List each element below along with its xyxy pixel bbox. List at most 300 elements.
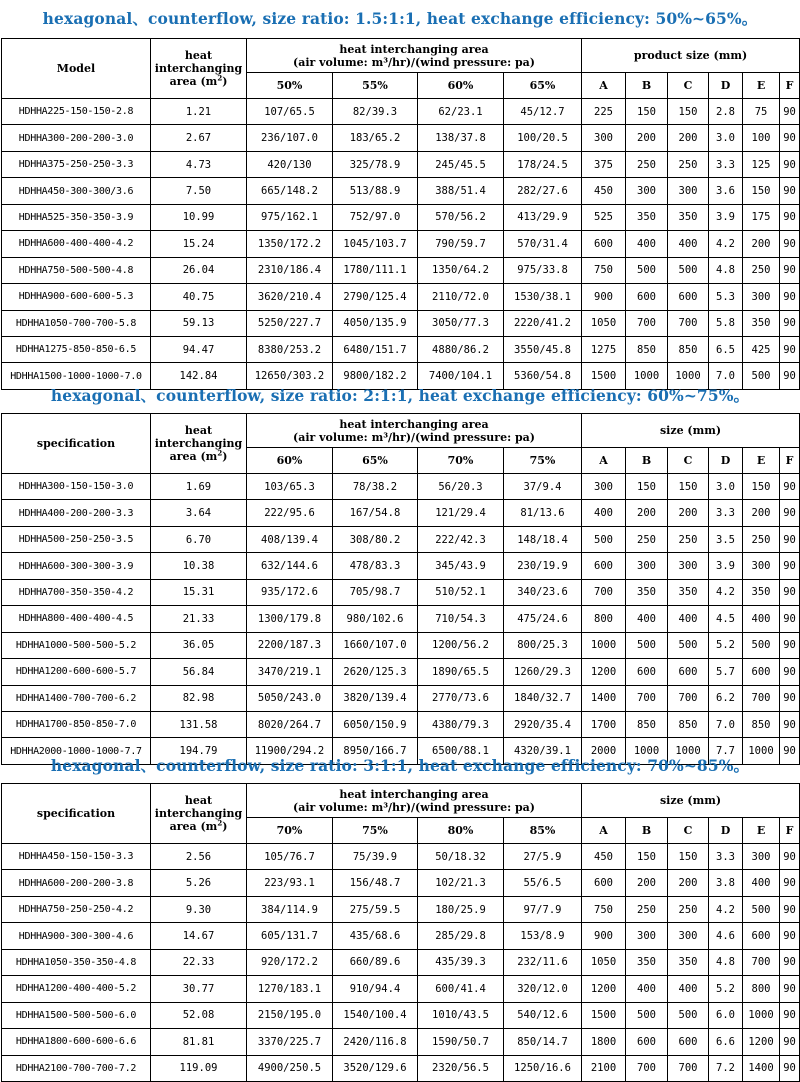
area-cell: 1.69 (151, 474, 247, 500)
dimension-cell: 1200 (582, 976, 626, 1002)
dimension-cell: 4.2 (709, 896, 743, 922)
model-cell: HDHHA1800-600-600-6.6 (2, 1029, 151, 1055)
dimension-cell: 175 (743, 204, 780, 230)
dimension-cell: 250 (626, 896, 668, 922)
dimension-cell: 800 (582, 606, 626, 632)
airflow-pressure-cell: 245/45.5 (418, 151, 504, 177)
area-cell: 2.67 (151, 125, 247, 151)
dimension-cell: 7.7 (709, 738, 743, 764)
dimension-cell: 3.3 (709, 844, 743, 870)
airflow-pressure-cell: 6500/88.1 (418, 738, 504, 764)
airflow-pressure-cell: 705/98.7 (333, 579, 418, 605)
airflow-pressure-cell: 100/20.5 (504, 125, 582, 151)
dimension-cell: 90 (780, 500, 800, 526)
first-column-header: specification (2, 414, 151, 474)
airflow-pressure-cell: 5360/54.8 (504, 363, 582, 389)
dimension-cell: 700 (626, 685, 668, 711)
airflow-pressure-cell: 45/12.7 (504, 99, 582, 125)
area-cell: 2.56 (151, 844, 247, 870)
dimension-cell: 600 (668, 1029, 709, 1055)
dimension-cell: 300 (582, 125, 626, 151)
airflow-pressure-cell: 4900/250.5 (247, 1055, 333, 1081)
table-row (2, 923, 800, 949)
area-header-line: area (m (169, 820, 218, 833)
dimension-cell: 700 (668, 310, 709, 336)
dimension-cell: 500 (668, 632, 709, 658)
dimension-cell: 300 (582, 474, 626, 500)
airflow-pressure-cell: 81/13.6 (504, 500, 582, 526)
dimension-cell: 2.8 (709, 99, 743, 125)
airflow-pressure-cell: 710/54.3 (418, 606, 504, 632)
area-cell: 26.04 (151, 257, 247, 283)
dimension-cell: 850 (626, 711, 668, 737)
airflow-pressure-cell: 600/41.4 (418, 976, 504, 1002)
dimension-cell: 1200 (582, 659, 626, 685)
dimension-cell: 90 (780, 976, 800, 1002)
table-row (2, 659, 800, 685)
interchanging-area-units: (air volume: m³/hr)/(wind pressure: pa) (293, 430, 536, 444)
airflow-pressure-cell: 435/39.3 (418, 949, 504, 975)
airflow-pressure-cell: 148/18.4 (504, 526, 582, 552)
interchanging-area-header (247, 39, 582, 73)
dimension-cell: 100 (743, 125, 780, 151)
airflow-pressure-cell: 37/9.4 (504, 474, 582, 500)
airflow-pressure-cell: 3370/225.7 (247, 1029, 333, 1055)
dimension-cell: 1200 (743, 1029, 780, 1055)
dimension-cell: 1700 (582, 711, 626, 737)
airflow-pressure-cell: 282/27.6 (504, 178, 582, 204)
airflow-pressure-cell: 320/12.0 (504, 976, 582, 1002)
model-cell: HDHHA450-300-300/3.6 (2, 178, 151, 204)
spec-section (0, 749, 800, 1082)
dimension-cell: 500 (626, 257, 668, 283)
model-cell: HDHHA300-200-200-3.0 (2, 125, 151, 151)
airflow-pressure-cell: 2110/72.0 (418, 284, 504, 310)
area-header-line: heat (184, 794, 213, 807)
dimension-cell: 1400 (743, 1055, 780, 1081)
area-header-line: interchanging (154, 62, 243, 75)
airflow-pressure-cell: 4050/135.9 (333, 310, 418, 336)
section-title: hexagonal、counterflow, size ratio: 3:1:1, heat exchange efficiency: 70%~85%。 (50, 756, 750, 775)
dimension-cell: 3.5 (709, 526, 743, 552)
dimension-cell: 1000 (626, 738, 668, 764)
airflow-pressure-cell: 1540/100.4 (333, 1002, 418, 1028)
dimension-cell: 90 (780, 526, 800, 552)
dimension-cell: 500 (582, 526, 626, 552)
area-cell: 6.70 (151, 526, 247, 552)
size-header: product size (mm) (582, 39, 800, 73)
dimension-cell: 5.2 (709, 632, 743, 658)
dimension-cell: 90 (780, 1002, 800, 1028)
airflow-pressure-cell: 1890/65.5 (418, 659, 504, 685)
airflow-pressure-cell: 6050/150.9 (333, 711, 418, 737)
dimension-cell: 1800 (582, 1029, 626, 1055)
airflow-pressure-cell: 102/21.3 (418, 870, 504, 896)
dimension-cell: 6.0 (709, 1002, 743, 1028)
airflow-pressure-cell: 4320/39.1 (504, 738, 582, 764)
airflow-pressure-cell: 2790/125.4 (333, 284, 418, 310)
airflow-pressure-cell: 3820/139.4 (333, 685, 418, 711)
dimension-cell: 300 (668, 553, 709, 579)
dimension-cell: 150 (626, 474, 668, 500)
model-cell: HDHHA1500-500-500-6.0 (2, 1002, 151, 1028)
airflow-pressure-cell: 105/76.7 (247, 844, 333, 870)
area-cell: 3.64 (151, 500, 247, 526)
airflow-pressure-cell: 1260/29.3 (504, 659, 582, 685)
airflow-pressure-cell: 4880/86.2 (418, 336, 504, 362)
airflow-pressure-cell: 5250/227.7 (247, 310, 333, 336)
airflow-pressure-cell: 12650/303.2 (247, 363, 333, 389)
header-row (2, 784, 800, 818)
airflow-pressure-cell: 752/97.0 (333, 204, 418, 230)
airflow-pressure-cell: 222/95.6 (247, 500, 333, 526)
dimension-cell: 800 (743, 976, 780, 1002)
dimension-cell: 90 (780, 310, 800, 336)
first-column-header: Model (2, 39, 151, 99)
airflow-pressure-cell: 340/23.6 (504, 579, 582, 605)
dimension-cell: 1000 (626, 363, 668, 389)
area-header-line: heat (184, 49, 213, 62)
dimension-cell: 4.8 (709, 949, 743, 975)
dimension-cell: 200 (743, 500, 780, 526)
area-header-superscript: 2 (217, 448, 223, 458)
dimension-cell: 400 (626, 606, 668, 632)
dimension-cell: 600 (626, 1029, 668, 1055)
dimension-cell: 350 (626, 949, 668, 975)
model-cell: HDHHA900-600-600-5.3 (2, 284, 151, 310)
airflow-pressure-cell: 1250/16.6 (504, 1055, 582, 1081)
dimension-cell: 90 (780, 1055, 800, 1081)
dimension-cell: 7.0 (709, 363, 743, 389)
dimension-cell: 300 (743, 284, 780, 310)
dimension-cell: 3.9 (709, 553, 743, 579)
dimension-cell: 400 (626, 976, 668, 1002)
model-cell: HDHHA750-250-250-4.2 (2, 896, 151, 922)
dimension-cell: 500 (743, 363, 780, 389)
area-cell: 10.99 (151, 204, 247, 230)
airflow-pressure-cell: 78/38.2 (333, 474, 418, 500)
dimension-cell: 700 (626, 1055, 668, 1081)
dimension-cell: 90 (780, 923, 800, 949)
dimension-cell: 2100 (582, 1055, 626, 1081)
airflow-pressure-cell: 3050/77.3 (418, 310, 504, 336)
efficiency-column-header: 85% (504, 818, 582, 844)
area-cell: 40.75 (151, 284, 247, 310)
model-cell: HDHHA2000-1000-1000-7.7 (2, 738, 151, 764)
airflow-pressure-cell: 223/93.1 (247, 870, 333, 896)
area-header-line: area (m (169, 450, 218, 463)
airflow-pressure-cell: 513/88.9 (333, 178, 418, 204)
dimension-cell: 600 (668, 284, 709, 310)
airflow-pressure-cell: 2420/116.8 (333, 1029, 418, 1055)
airflow-pressure-cell: 2200/187.3 (247, 632, 333, 658)
area-header-line: interchanging (154, 807, 243, 820)
airflow-pressure-cell: 2220/41.2 (504, 310, 582, 336)
dimension-cell: 500 (668, 1002, 709, 1028)
dimension-cell: 150 (743, 474, 780, 500)
airflow-pressure-cell: 980/102.6 (333, 606, 418, 632)
airflow-pressure-cell: 388/51.4 (418, 178, 504, 204)
dimension-cell: 75 (743, 99, 780, 125)
dimension-cell: 90 (780, 711, 800, 737)
airflow-pressure-cell: 910/94.4 (333, 976, 418, 1002)
area-cell: 5.26 (151, 870, 247, 896)
table-row (2, 1029, 800, 1055)
airflow-pressure-cell: 180/25.9 (418, 896, 504, 922)
model-cell: HDHHA400-200-200-3.3 (2, 500, 151, 526)
airflow-pressure-cell: 1270/183.1 (247, 976, 333, 1002)
area-cell: 30.77 (151, 976, 247, 1002)
table-row (2, 1055, 800, 1081)
area-cell: 52.08 (151, 1002, 247, 1028)
model-cell: HDHHA300-150-150-3.0 (2, 474, 151, 500)
area-cell: 14.67 (151, 923, 247, 949)
dimension-cell: 200 (626, 125, 668, 151)
dimension-cell: 375 (582, 151, 626, 177)
area-cell: 36.05 (151, 632, 247, 658)
area-cell: 10.38 (151, 553, 247, 579)
airflow-pressure-cell: 800/25.3 (504, 632, 582, 658)
header-row (2, 39, 800, 73)
dimension-cell: 1000 (668, 363, 709, 389)
airflow-pressure-cell: 605/131.7 (247, 923, 333, 949)
dimension-cell: 600 (743, 659, 780, 685)
interchanging-area-units: (air volume: m³/hr)/(wind pressure: pa) (293, 55, 536, 69)
table-row (2, 99, 800, 125)
table-row (2, 151, 800, 177)
area-cell: 21.33 (151, 606, 247, 632)
dimension-cell: 3.0 (709, 125, 743, 151)
airflow-pressure-cell: 236/107.0 (247, 125, 333, 151)
dimension-cell: 600 (582, 870, 626, 896)
dimension-cell: 700 (626, 310, 668, 336)
first-column-header: specification (2, 784, 151, 844)
airflow-pressure-cell: 325/78.9 (333, 151, 418, 177)
table-row (2, 284, 800, 310)
table-row (2, 231, 800, 257)
area-cell: 59.13 (151, 310, 247, 336)
airflow-pressure-cell: 230/19.9 (504, 553, 582, 579)
airflow-pressure-cell: 7400/104.1 (418, 363, 504, 389)
table-row (2, 204, 800, 230)
area-cell: 22.33 (151, 949, 247, 975)
area-header-line: area (m (169, 75, 218, 88)
airflow-pressure-cell: 384/114.9 (247, 896, 333, 922)
area-header-line: ) (222, 75, 228, 88)
airflow-pressure-cell: 285/29.8 (418, 923, 504, 949)
dimension-cell: 300 (743, 844, 780, 870)
dimension-cell: 1400 (582, 685, 626, 711)
dimension-column-header: D (709, 448, 743, 474)
dimension-column-header: E (743, 448, 780, 474)
area-cell: 194.79 (151, 738, 247, 764)
area-cell: 94.47 (151, 336, 247, 362)
table-row (2, 257, 800, 283)
airflow-pressure-cell: 478/83.3 (333, 553, 418, 579)
dimension-cell: 250 (626, 526, 668, 552)
dimension-cell: 90 (780, 949, 800, 975)
airflow-pressure-cell: 1010/43.5 (418, 1002, 504, 1028)
model-cell: HDHHA1050-700-700-5.8 (2, 310, 151, 336)
dimension-cell: 400 (582, 500, 626, 526)
dimension-cell: 3.0 (709, 474, 743, 500)
dimension-column-header: B (626, 448, 668, 474)
dimension-cell: 3.8 (709, 870, 743, 896)
dimension-cell: 5.3 (709, 284, 743, 310)
dimension-cell: 400 (743, 870, 780, 896)
airflow-pressure-cell: 27/5.9 (504, 844, 582, 870)
airflow-pressure-cell: 1840/32.7 (504, 685, 582, 711)
model-cell: HDHHA1200-600-600-5.7 (2, 659, 151, 685)
table-row (2, 474, 800, 500)
dimension-cell: 750 (582, 896, 626, 922)
dimension-cell: 250 (668, 151, 709, 177)
dimension-cell: 500 (626, 1002, 668, 1028)
spec-section (0, 0, 800, 390)
area-header (151, 39, 247, 99)
interchanging-area-header (247, 784, 582, 818)
dimension-cell: 500 (668, 257, 709, 283)
airflow-pressure-cell: 2310/186.4 (247, 257, 333, 283)
airflow-pressure-cell: 570/31.4 (504, 231, 582, 257)
airflow-pressure-cell: 975/162.1 (247, 204, 333, 230)
airflow-pressure-cell: 1780/111.1 (333, 257, 418, 283)
airflow-pressure-cell: 1045/103.7 (333, 231, 418, 257)
airflow-pressure-cell: 121/29.4 (418, 500, 504, 526)
model-cell: HDHHA600-200-200-3.8 (2, 870, 151, 896)
airflow-pressure-cell: 156/48.7 (333, 870, 418, 896)
dimension-cell: 1050 (582, 949, 626, 975)
dimension-column-header: E (743, 818, 780, 844)
model-cell: HDHHA500-250-250-3.5 (2, 526, 151, 552)
airflow-pressure-cell: 275/59.5 (333, 896, 418, 922)
model-cell: HDHHA2100-700-700-7.2 (2, 1055, 151, 1081)
dimension-cell: 525 (582, 204, 626, 230)
airflow-pressure-cell: 510/52.1 (418, 579, 504, 605)
efficiency-column-header: 50% (247, 73, 333, 99)
model-cell: HDHHA1700-850-850-7.0 (2, 711, 151, 737)
dimension-cell: 400 (626, 231, 668, 257)
dimension-cell: 850 (626, 336, 668, 362)
dimension-cell: 350 (626, 204, 668, 230)
area-cell: 82.98 (151, 685, 247, 711)
dimension-cell: 2000 (582, 738, 626, 764)
spec-table (1, 783, 800, 1082)
airflow-pressure-cell: 75/39.9 (333, 844, 418, 870)
efficiency-column-header: 75% (504, 448, 582, 474)
dimension-cell: 90 (780, 204, 800, 230)
airflow-pressure-cell: 8380/253.2 (247, 336, 333, 362)
dimension-cell: 6.6 (709, 1029, 743, 1055)
dimension-cell: 150 (668, 844, 709, 870)
model-cell: HDHHA1050-350-350-4.8 (2, 949, 151, 975)
dimension-cell: 90 (780, 579, 800, 605)
area-header (151, 784, 247, 844)
dimension-cell: 90 (780, 738, 800, 764)
efficiency-column-header: 70% (247, 818, 333, 844)
dimension-cell: 200 (668, 500, 709, 526)
dimension-cell: 250 (626, 151, 668, 177)
dimension-cell: 3.9 (709, 204, 743, 230)
dimension-cell: 425 (743, 336, 780, 362)
efficiency-column-header: 75% (333, 818, 418, 844)
airflow-pressure-cell: 790/59.7 (418, 231, 504, 257)
model-cell: HDHHA600-400-400-4.2 (2, 231, 151, 257)
model-cell: HDHHA1000-500-500-5.2 (2, 632, 151, 658)
airflow-pressure-cell: 570/56.2 (418, 204, 504, 230)
area-cell: 131.58 (151, 711, 247, 737)
dimension-cell: 500 (743, 632, 780, 658)
airflow-pressure-cell: 3520/129.6 (333, 1055, 418, 1081)
dimension-cell: 350 (668, 579, 709, 605)
table-row (2, 949, 800, 975)
dimension-cell: 90 (780, 125, 800, 151)
table-row (2, 844, 800, 870)
dimension-cell: 450 (582, 844, 626, 870)
airflow-pressure-cell: 935/172.6 (247, 579, 333, 605)
dimension-cell: 350 (668, 949, 709, 975)
dimension-cell: 90 (780, 1029, 800, 1055)
airflow-pressure-cell: 222/42.3 (418, 526, 504, 552)
efficiency-column-header: 55% (333, 73, 418, 99)
airflow-pressure-cell: 1530/38.1 (504, 284, 582, 310)
model-cell: HDHHA700-350-350-4.2 (2, 579, 151, 605)
model-cell: HDHHA450-150-150-3.3 (2, 844, 151, 870)
area-cell: 15.24 (151, 231, 247, 257)
dimension-cell: 90 (780, 870, 800, 896)
efficiency-column-header: 70% (418, 448, 504, 474)
airflow-pressure-cell: 56/20.3 (418, 474, 504, 500)
area-header-superscript: 2 (217, 73, 223, 83)
dimension-cell: 90 (780, 99, 800, 125)
dimension-cell: 250 (668, 896, 709, 922)
airflow-pressure-cell: 1350/172.2 (247, 231, 333, 257)
dimension-cell: 350 (626, 579, 668, 605)
interchanging-area-header (247, 414, 582, 448)
dimension-cell: 4.6 (709, 923, 743, 949)
dimension-cell: 90 (780, 553, 800, 579)
dimension-cell: 600 (626, 659, 668, 685)
model-cell: HDHHA1200-400-400-5.2 (2, 976, 151, 1002)
efficiency-column-header: 65% (504, 73, 582, 99)
area-header-superscript: 2 (217, 818, 223, 828)
dimension-cell: 200 (743, 231, 780, 257)
airflow-pressure-cell: 3470/219.1 (247, 659, 333, 685)
table-row (2, 1002, 800, 1028)
dimension-cell: 4.5 (709, 606, 743, 632)
table-row (2, 310, 800, 336)
airflow-pressure-cell: 5050/243.0 (247, 685, 333, 711)
dimension-cell: 700 (743, 685, 780, 711)
airflow-pressure-cell: 138/37.8 (418, 125, 504, 151)
airflow-pressure-cell: 1300/179.8 (247, 606, 333, 632)
dimension-cell: 600 (582, 553, 626, 579)
airflow-pressure-cell: 2770/73.6 (418, 685, 504, 711)
dimension-cell: 500 (626, 632, 668, 658)
dimension-column-header: F (780, 448, 800, 474)
airflow-pressure-cell: 420/130 (247, 151, 333, 177)
airflow-pressure-cell: 975/33.8 (504, 257, 582, 283)
efficiency-column-header: 65% (333, 448, 418, 474)
area-cell: 119.09 (151, 1055, 247, 1081)
dimension-cell: 300 (626, 923, 668, 949)
spec-table (1, 413, 800, 765)
dimension-cell: 700 (582, 579, 626, 605)
area-header-line: interchanging (154, 437, 243, 450)
dimension-cell: 90 (780, 685, 800, 711)
dimension-cell: 400 (743, 606, 780, 632)
dimension-cell: 90 (780, 844, 800, 870)
